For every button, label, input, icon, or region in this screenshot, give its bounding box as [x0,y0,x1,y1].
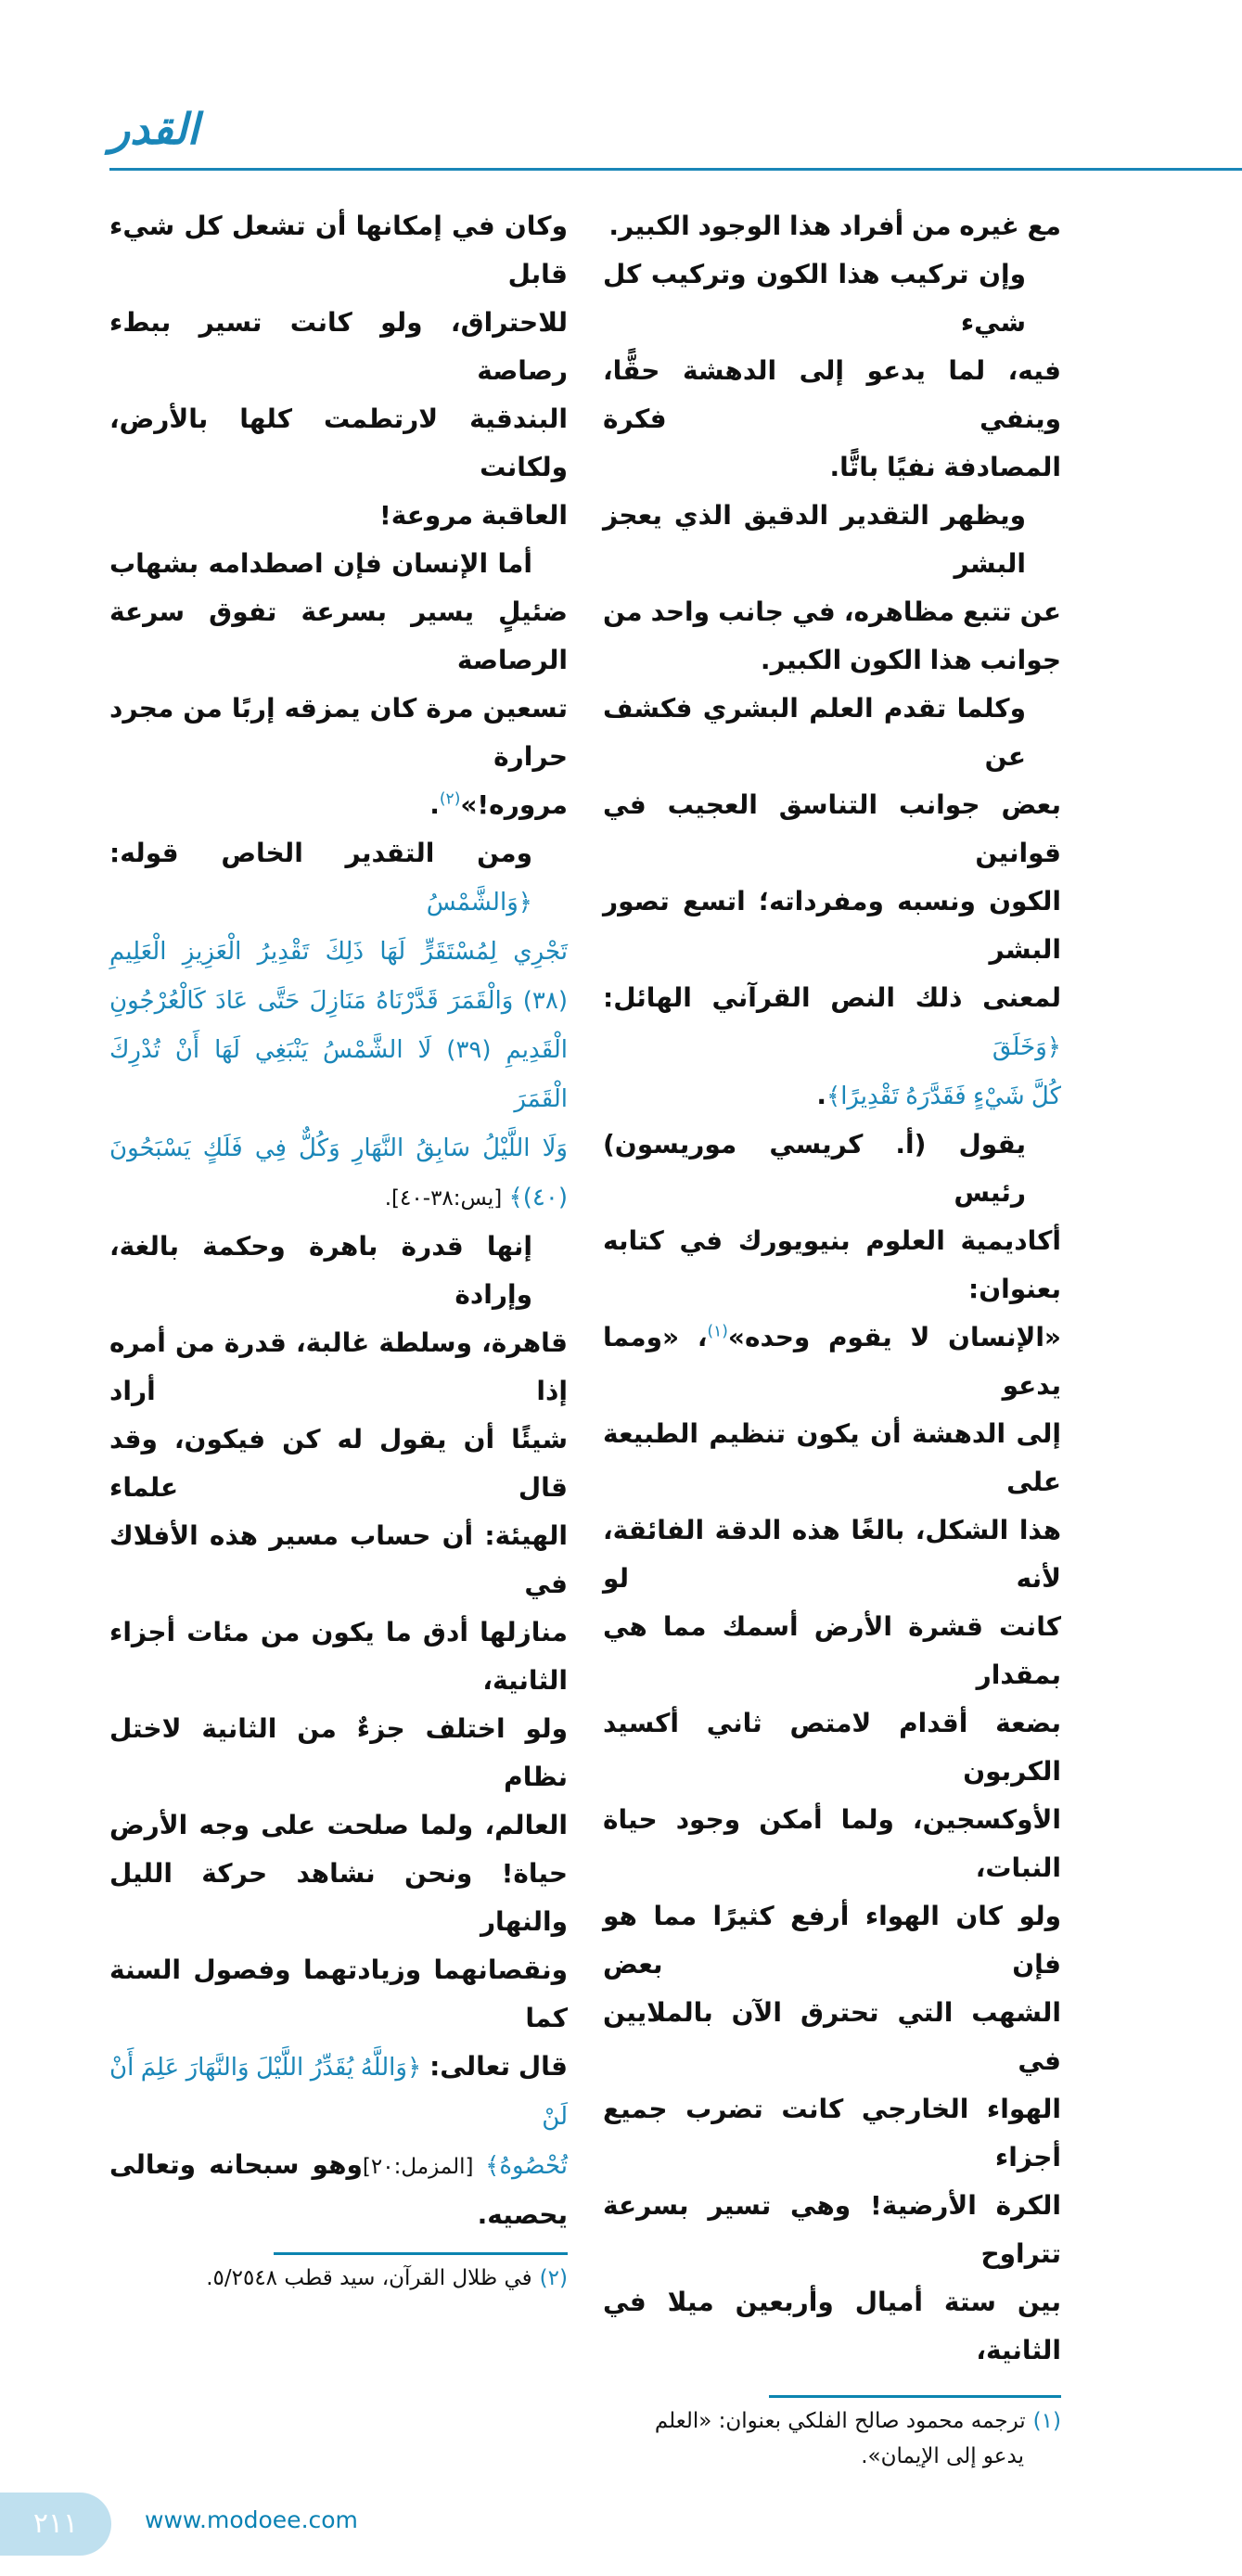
left_column-line [109,1608,568,1705]
right_column-line [603,1506,1061,1603]
right_column-line [603,347,1061,443]
left_column-line [109,588,568,685]
left_column-line [109,1946,568,2043]
text-segment: إنها قدرة باهرة وحكمة بالغة، وإرادة [109,1231,532,1310]
text-segment: مع غيره من أفراد هذا الوجود الكبير. [608,211,1061,241]
quran-verse: وَلَا اللَّيْلُ سَابِقُ النَّهَارِ وَكُلٌّ فِي فَلَكٍ يَسْبَحُونَ [109,1134,568,1162]
text-segment: الهواء الخارجي كانت تضرب جميع أجزاء [603,2094,1061,2172]
text-segment: الهيئة: أن حساب مسير هذه الأفلاك في [109,1520,568,1599]
text-segment: تسعين مرة كان يمزقه إربًا من مجرد حرارة [109,693,568,772]
verse-reference: [المزمل:٢٠] [362,2155,474,2179]
right_column-line [603,1989,1061,2085]
footnote-1-continued: يدعو إلى الإيمان». [861,2444,1024,2468]
text-segment: ولو اختلف جزءٌ من الثانية لاختل نظام [109,1713,568,1792]
text-segment: هذا الشكل، بالغًا هذه الدقة الفائقة، لأنه لو [603,1515,1061,1594]
text-segment: الكرة الأرضية! وهي تسير بسرعة تتراوح [603,2190,1061,2269]
left_column-line [109,492,568,540]
left_column-line [109,781,568,829]
text-segment: أما الإنسان فإن اصطدامه بشهاب [109,548,532,579]
verse-reference: [يس:٣٨-٤٠]. [384,1186,503,1211]
text-segment: يحصيه. [477,2199,568,2230]
right_column-line [603,1892,1061,1989]
right_column-line [603,1699,1061,1796]
left-text-column [109,202,568,2296]
text-segment: لمعنى ذلك النص القرآني الهائل: [603,982,1061,1013]
footnote-marker: (٢) [439,789,461,809]
quran-verse: تَجْرِي لِمُسْتَقَرٍّ لَهَا ذَلِكَ تَقْدِيرُ الْعَزِيزِ الْعَلِيمِ [109,938,568,966]
right_column-line [603,1314,1061,1410]
text-segment: عن تتبع مظاهره، في جانب واحد من [603,596,1061,627]
left_column-line [109,540,568,588]
right_column-line [603,588,1061,636]
text-segment: منازلها أدق ما يكون من مئات أجزاء الثانية، [109,1617,568,1696]
text-segment: أكاديمية العلوم بنيويورك في كتابه بعنوان: [603,1225,1061,1304]
text-segment: وكلما تقدم العلم البشري فكشف عن [603,693,1026,772]
footnote-1-text: ترجمه محمود صالح الفلكي بعنوان: «العلم [654,2409,1026,2433]
right_column-line [603,2085,1061,2182]
left-column-body [109,202,568,2239]
left_column-line [109,1705,568,1801]
right_column-line [603,685,1061,781]
quran-verse: (٣٨) وَالْقَمَرَ قَدَّرْنَاهُ مَنَازِلَ حَتَّى عَادَ كَالْعُرْجُونِ [109,987,568,1015]
left_column-line [109,1850,568,1946]
left_column-line [109,1416,568,1512]
right_column-line [603,1796,1061,1892]
footnote-separator-right [769,2395,1061,2398]
text-segment: حياة! ونحن نشاهد حركة الليل والنهار [109,1858,568,1937]
left_column-line [109,1123,568,1173]
text-segment: بين ستة أميال وأربعين ميلا في الثانية، [603,2287,1061,2365]
right_column-line [603,1410,1061,1506]
quran-verse: الْقَدِيمِ (٣٩) لَا الشَّمْسُ يَنْبَغِي لَهَا أَنْ تُدْرِكَ الْقَمَرَ [109,1036,568,1113]
left_column-line [109,1801,568,1850]
text-segment: . [429,789,440,820]
right_column-line [603,636,1061,685]
left_column-line [109,976,568,1025]
right_column-line [603,202,1061,250]
text-segment: فيه، لما يدعو إلى الدهشة حقًّا، وينفي فكرة [603,355,1061,434]
text-segment: العالم، ولما صلحت على وجه الأرض [109,1810,568,1840]
text-segment: بضعة أقدام لامتص ثاني أكسيد الكربون [603,1708,1061,1787]
text-segment: «الإنسان لا يقوم وحده» [727,1322,1061,1352]
footnote-marker: (١) [707,1322,728,1341]
text-segment: الشهب التي تحترق الآن بالملايين في [603,1997,1061,2076]
text-segment: وإن تركيب هذا الكون وتركيب كل شيء [603,259,1026,338]
text-segment: بعض جوانب التناسق العجيب في قوانين [603,789,1061,868]
text-segment: ونقصانهما وزيادتهما وفصول السنة كما [109,1954,568,2033]
footnote-1-number: (١) [1032,2409,1061,2433]
left_column-line [109,395,568,492]
right-column-body [603,202,1061,2375]
text-segment: إلى الدهشة أن يكون تنظيم الطبيعة على [603,1418,1061,1497]
chapter-title: القدر [109,104,199,154]
right_column-line [603,492,1061,588]
text-segment: ويظهر التقدير الدقيق الذي يعجز البشر [603,500,1026,579]
text-segment: الكون ونسبه ومفرداته؛ اتسع تصور البشر [603,886,1061,965]
right_column-line [603,878,1061,974]
left_column-line [109,299,568,395]
right_column-line [603,2278,1061,2375]
text-segment: ضئيلٍ يسير بسرعة تفوق سرعة الرصاصة [109,596,568,675]
left_column-line [109,1025,568,1123]
left_column-line [109,927,568,976]
right_column-line [603,1121,1061,1217]
website-link[interactable]: www.modoee.com [145,2506,358,2533]
quran-verse: تُحْصُوهُ﴾ [473,2152,568,2180]
right_column-line [603,1217,1061,1314]
text-segment: يقول (أ. كريسي موريسون) رئيس [603,1129,1026,1208]
quran-verse: ﴿وَالشَّمْسُ [426,889,532,916]
left_column-line [109,1512,568,1608]
text-segment: قال تعالى: [421,2051,568,2082]
text-segment: وهو سبحانه وتعالى [109,2149,363,2180]
footnote-separator-left [274,2252,568,2255]
left_column-line [109,2191,568,2239]
text-segment: البندقية لارتطمت كلها بالأرض، ولكانت [109,404,568,482]
text-segment: كانت قشرة الأرض أسمك مما هي بمقدار [603,1611,1061,1690]
footnote-2-number: (٢) [539,2266,568,2290]
left_column-line [109,202,568,299]
text-segment: ولو كان الهواء أرفع كثيرًا مما هو فإن بعض [603,1901,1061,1980]
right_column-line [603,443,1061,492]
right_column-line [603,2182,1061,2278]
page-number: ٢١١ [0,2493,111,2556]
left_column-line [109,2141,568,2191]
left_column-line [109,685,568,781]
text-segment: وكان في إمكانها أن تشعل كل شيء قابل [109,211,568,289]
right_column-line [603,250,1061,347]
right_column-line [603,1071,1061,1121]
text-segment: المصادفة نفيًا باتًّا. [829,452,1061,482]
text-segment: للاحتراق، ولو كانت تسير ببطء رصاصة [109,307,568,386]
right_column-line [603,781,1061,878]
text-segment: ومن التقدير الخاص قوله: [109,838,532,868]
right-text-column [603,202,1061,2474]
text-segment: قاهرة، وسلطة غالبة، قدرة من أمره إذا أراد [109,1327,568,1406]
right_column-line [603,974,1061,1071]
quran-verse: (٤٠)﴾ [502,1184,568,1211]
footnote-2-text: في ظلال القرآن، سيد قطب ٥/٢٥٤٨. [206,2266,532,2290]
text-segment: مروره!» [460,789,568,820]
text-segment: شيئًا أن يقول له كن فيكون، وقد قال علماء [109,1424,568,1503]
text-segment: العاقبة مروعة! [379,500,568,531]
right_column-line [603,1603,1061,1699]
text-segment: جوانب هذا الكون الكبير. [760,645,1061,675]
quran-verse: ﴿وَاللَّهُ يُقَدِّرُ اللَّيْلَ وَالنَّهَارَ عَلِمَ أَنْ لَنْ [109,2054,568,2131]
text-segment: الأوكسجين، ولما أمكن وجود حياة النبات، [603,1804,1061,1883]
footnote-1 [603,2403,1061,2474]
left_column-line [109,829,568,927]
quran-verse: كُلَّ شَيْءٍ فَقَدَّرَهُ تَقْدِيرًا﴾ [826,1083,1061,1110]
left_column-line [109,2043,568,2141]
quran-verse: ﴿وَخَلَقَ [992,1033,1061,1061]
footnote-2 [109,2261,568,2296]
text-segment: ، «ومما يدعو [603,1322,1061,1401]
left_column-line [109,1173,568,1223]
title-rule [109,168,1242,171]
text-segment: . [816,1080,826,1110]
left_column-line [109,1223,568,1319]
left_column-line [109,1319,568,1416]
